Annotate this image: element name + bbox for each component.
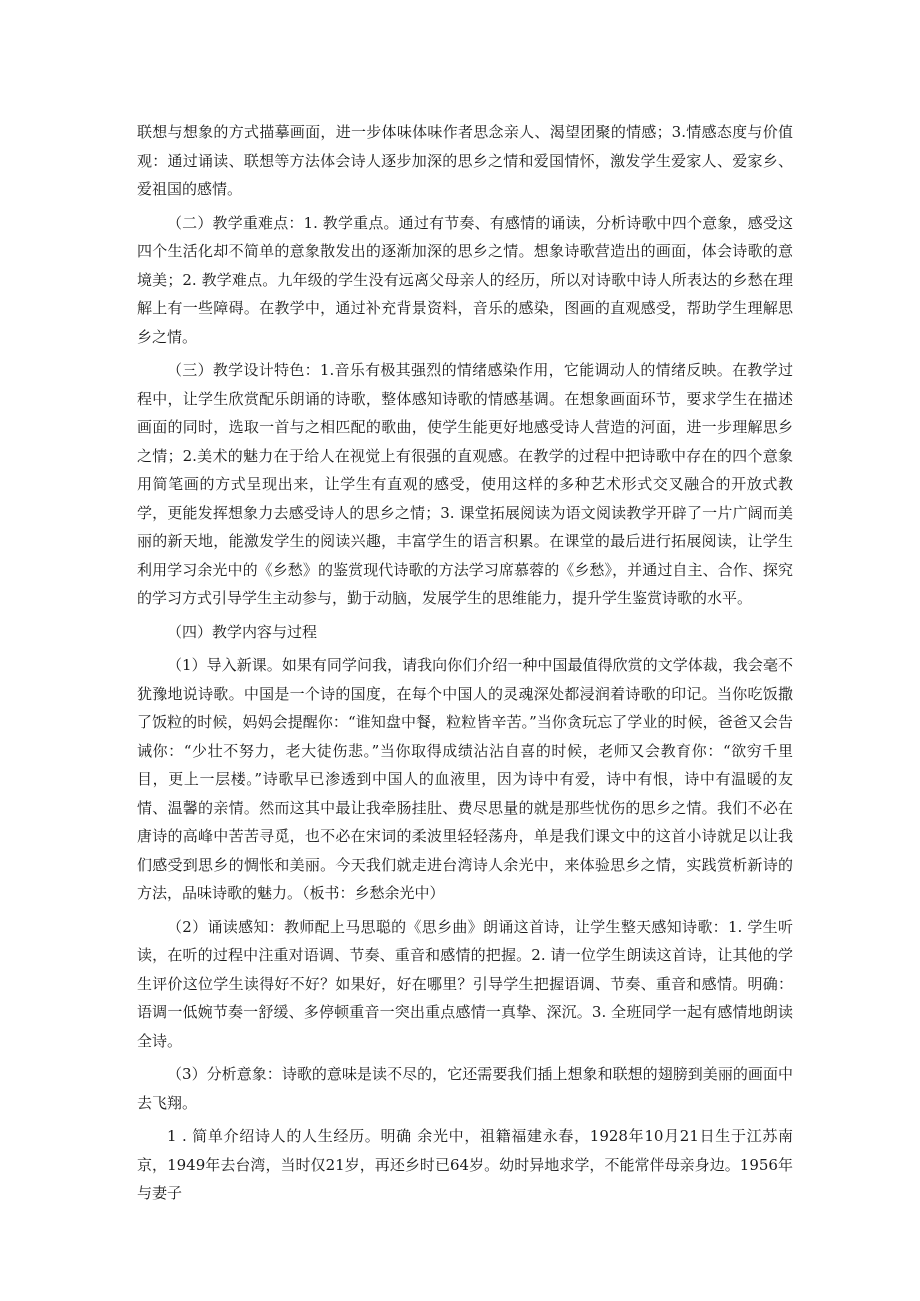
paragraph-poet-biography: 1 . 简单介绍诗人的人生经历。明确 余光中，祖籍福建永春，1928年10月21日生于江苏南京，1949年去台湾，当时仅21岁，再还乡时已64岁。幼时异地求学，不能常伴母亲身边。1956年与妻子	[137, 1127, 793, 1202]
paragraph-key-difficult-points: （二）教学重难点：1. 教学重点。通过有节奏、有感情的诵读，分析诗歌中四个意象，感受这四个生活化却不简单的意象散发出的逐渐加深的思乡之情。想象诗歌营造出的画面，体会诗歌的意境美；2. 教学难点。九年级的学生没有远离父母亲人的经历，所以对诗歌中诗人所表达的乡愁在理解上有一些障碍。在教学中，通过补充背景资料，音乐的感染，图画的直观感受，帮助学生理解思乡之情。	[137, 213, 793, 346]
paragraph-reading-perception: （2）诵读感知：教师配上马思聪的《思乡曲》朗诵这首诗，让学生整天感知诗歌：1. 学生听读，在听的过程中注重对语调、节奏、重音和感情的把握。2. 请一位学生朗读这首诗，让其他的学生评价这位学生读得好不好？如果好，好在哪里？引导学生把握语调、节奏、重音和感情。明确：语调一低婉节奏一舒缓、多停顿重音一突出重点感情一真挚、深沉。3. 全班同学一起有感情地朗读全诗。	[137, 917, 793, 1050]
paragraph-design-features: （三）教学设计特色：1.音乐有极其强烈的情绪感染作用，它能调动人的情绪反映。在教学过程中，让学生欣赏配乐朗诵的诗歌，整体感知诗歌的情感基调。在想象画面环节，要求学生在描述画面的同时，选取一首与之相匹配的歌曲，使学生能更好地感受诗人营造的河面，进一步理解思乡之情；2.美术的魅力在于给人在视觉上有很强的直观感。在教学的过程中把诗歌中存在的四个意象用简笔画的方式呈现出来，让学生有直观的感受，使用这样的多种艺术形式交叉融合的开放式教学，更能发挥想象力去感受诗人的思乡之情；3. 课堂拓展阅读为语文阅读教学开辟了一片广阔而美丽的新天地，能激发学生的阅读兴趣，丰富学生的语言积累。在课堂的最后进行拓展阅读，让学生利用学习余光中的《乡愁》的鉴赏现代诗歌的方法学习席慕蓉的《乡愁》，并通过自主、合作、探究的学习方式引导学生主动参与，勤于动脑，发展学生的思维能力，提升学生鉴赏诗歌的水平。	[137, 361, 793, 607]
paragraph-introduction: （1）导入新课。如果有同学问我，请我向你们介绍一种中国最值得欣赏的文学体裁，我会毫不犹豫地说诗歌。中国是一个诗的国度，在每个中国人的灵魂深处都浸润着诗歌的印记。当你吃饭撒了饭粒的时候，妈妈会提醒你：“谁知盘中餐，粒粒皆辛苦。”当你贪玩忘了学业的时候，爸爸又会告诫你：“少壮不努力，老大徒伤悲。”当你取得成绩沾沾自喜的时候，老师又会教育你：“欲穷千里目，更上一层楼。”诗歌早已渗透到中国人的血液里，因为诗中有爱，诗中有恨，诗中有温暖的友情、温馨的亲情。然而这其中最让我牵肠挂肚、费尽思量的就是那些忧伤的思乡之情。我们不必在唐诗的高峰中苦苦寻觅，也不必在宋词的柔波里轻轻荡舟，单是我们课文中的这首小诗就足以让我们感受到思乡的惆怅和美丽。今天我们就走进台湾诗人余光中，来体验思乡之情，实践赏析新诗的方法，品味诗歌的魅力。（板书：乡愁余光中）	[137, 656, 793, 902]
document-body	[137, 118, 793, 1213]
paragraph-objectives-continued: 联想与想象的方式描摹画面，进一步体味体味作者思念亲人、渴望团聚的情感；3.情感态度与价值观：通过诵读、联想等方法体会诗人逐步加深的思乡之情和爱国情怀，激发学生爱家人、爱家乡、爱祖国的感情。	[137, 123, 793, 198]
paragraph-image-analysis: （3）分析意象：诗歌的意味是读不尽的，它还需要我们插上想象和联想的翅膀到美丽的画面中去飞翔。	[137, 1065, 793, 1112]
paragraph-content-process-heading: （四）教学内容与过程	[167, 622, 318, 641]
